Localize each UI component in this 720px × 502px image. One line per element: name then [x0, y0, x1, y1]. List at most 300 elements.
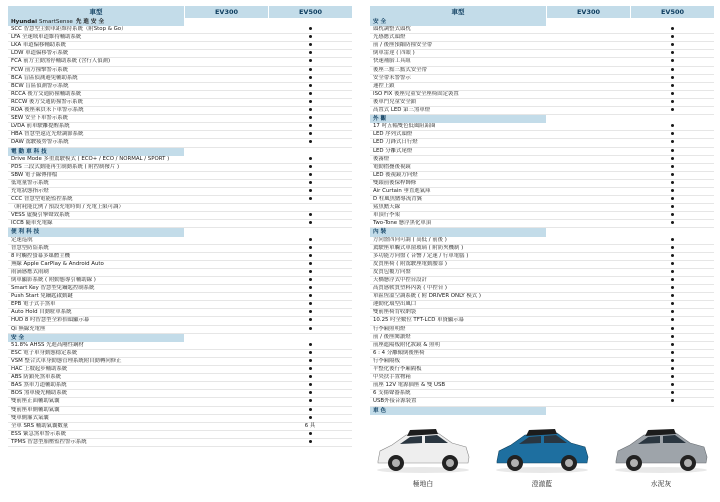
ev300-value	[184, 164, 268, 171]
feature-label: 低電量警示系統	[11, 179, 49, 186]
ev300-value	[546, 334, 630, 341]
ev500-value	[630, 148, 714, 155]
table-row	[8, 237, 352, 245]
ev300-value	[546, 253, 630, 260]
ev300-value	[546, 317, 630, 324]
feature-label: 前 / 後座預縮防撞安全帶	[373, 42, 433, 49]
section-header	[8, 18, 352, 26]
ev500-value	[630, 58, 714, 65]
table-row	[8, 390, 352, 398]
ev500-value	[268, 204, 352, 211]
header-model-label: 車型	[89, 8, 103, 16]
standard-dot-icon	[671, 108, 674, 111]
ev500-value	[268, 50, 352, 57]
standard-dot-icon	[309, 383, 312, 386]
table-row	[370, 123, 714, 131]
table-row	[370, 42, 714, 50]
feature-label: 前座 12V 電源插座 & 雙 USB	[373, 382, 446, 389]
section-header-blank	[546, 18, 714, 26]
spec-table-right	[370, 6, 714, 415]
standard-dot-icon	[671, 221, 674, 224]
ev500-value	[630, 50, 714, 57]
table-row	[8, 350, 352, 358]
feature-label: BCW 盲區偵測警示系統	[11, 82, 69, 89]
ev300-value	[546, 237, 630, 244]
ev300-value	[546, 83, 630, 90]
feature-label: SCC 智慧型主動車距維持系統（附Stop & Go）	[11, 26, 127, 33]
ev500-value	[268, 326, 352, 333]
ev300-value	[184, 123, 268, 130]
table-row	[370, 293, 714, 301]
ev500-value	[268, 431, 352, 438]
ev500-value	[268, 58, 352, 65]
ev500-value: 6 具	[304, 422, 316, 429]
table-row	[370, 285, 714, 293]
ev500-value	[630, 139, 714, 146]
feature-label: LFA 全速域車道維持輔助系統	[11, 34, 82, 41]
ev500-value	[630, 67, 714, 74]
table-row	[370, 342, 714, 350]
ev500-value	[630, 398, 714, 405]
standard-dot-icon	[671, 359, 674, 362]
ev300-value	[184, 342, 268, 349]
table-row	[8, 285, 352, 293]
feature-label: 充電狀態指示燈	[11, 187, 49, 194]
ev300-value	[184, 407, 268, 414]
section-title-text: 先 進 安 全	[75, 19, 105, 25]
ev500-value	[630, 269, 714, 276]
ev500-value	[630, 237, 714, 244]
standard-dot-icon	[671, 181, 674, 184]
table-row	[8, 439, 352, 447]
feature-label: 後霧燈	[373, 155, 390, 162]
ev300-value	[546, 212, 630, 219]
section-header	[8, 228, 352, 236]
table-row	[370, 253, 714, 261]
feature-label: 速控上鎖	[373, 82, 395, 89]
table-row	[370, 374, 714, 382]
ev300-value	[546, 301, 630, 308]
standard-dot-icon	[309, 59, 312, 62]
section-header-blank	[184, 334, 352, 342]
table-row	[8, 196, 352, 204]
feature-label: BAS 煞車力道輔助系統	[11, 382, 67, 389]
car-image	[370, 423, 476, 475]
table-row	[370, 358, 714, 366]
ev500-value	[268, 123, 352, 130]
standard-dot-icon	[671, 132, 674, 135]
ev300-value	[184, 91, 268, 98]
table-row	[8, 342, 352, 350]
ev300-value	[546, 390, 630, 397]
feature-label: 倒車顯影系統 ( 附動態導引輔助線 )	[11, 277, 96, 283]
standard-dot-icon	[309, 157, 312, 160]
ev300-value	[546, 293, 630, 300]
feature-label: FCA 前方主動煞停輔助系統 (含行人偵測)	[11, 58, 111, 65]
ev300-value	[184, 83, 268, 90]
standard-dot-icon	[309, 108, 312, 111]
feature-label: 皮質包覆方向盤	[373, 268, 411, 275]
section-title: 內 裝	[373, 229, 387, 236]
ev300-value	[546, 26, 630, 33]
ev500-value	[268, 83, 352, 90]
ev500-value	[630, 301, 714, 308]
ev300-value	[184, 293, 268, 300]
table-row	[8, 58, 352, 66]
table-row	[370, 277, 714, 285]
feature-label: 光感應式頭燈	[373, 34, 406, 41]
feature-label: LDW 車道偏移警示系統	[11, 50, 69, 57]
feature-label: 高質感軟質塑料內裝 ( 中控台 )	[373, 285, 448, 292]
standard-dot-icon	[309, 116, 312, 119]
feature-label: SEW 安全下車警示系統	[11, 115, 68, 122]
ev500-value	[268, 415, 352, 422]
table-row	[370, 83, 714, 91]
table-row	[8, 91, 352, 99]
ev500-value	[268, 212, 352, 219]
ev300-value	[546, 164, 630, 171]
ev500-value	[268, 115, 352, 122]
table-row	[8, 123, 352, 131]
table-row	[370, 131, 714, 139]
ev300-value	[184, 131, 268, 138]
ev300-value	[184, 75, 268, 82]
standard-dot-icon	[671, 294, 674, 297]
standard-dot-icon	[309, 294, 312, 297]
feature-label: 單區恆溫空調系統 ( 附 DRIVER ONLY 模式 )	[373, 293, 481, 300]
table-row	[370, 99, 714, 107]
table-row	[8, 42, 352, 50]
standard-dot-icon	[671, 399, 674, 402]
standard-dot-icon	[309, 359, 312, 362]
feature-label: HAC 上坡起步輔助系統	[11, 366, 68, 373]
color-option	[370, 423, 476, 495]
feature-label: BOS 煞車優先輔助系統	[11, 390, 68, 397]
ev300-value	[184, 366, 268, 373]
ev500-value	[268, 342, 352, 349]
standard-dot-icon	[671, 286, 674, 289]
table-row	[8, 407, 352, 415]
feature-label: DAW 駕駛疲勞警示系統	[11, 139, 69, 146]
ev500-value	[630, 342, 714, 349]
table-row	[370, 148, 714, 156]
ev300-value	[546, 34, 630, 41]
ev300-value	[546, 172, 630, 179]
standard-dot-icon	[671, 327, 674, 330]
table-row	[370, 245, 714, 253]
ev500-value	[630, 334, 714, 341]
standard-dot-icon	[671, 140, 674, 143]
ev500-value	[268, 277, 352, 284]
feature-label: 高置式 LED 第三煞車燈	[373, 107, 431, 114]
table-row	[370, 382, 714, 390]
color-name: 極地白	[412, 480, 434, 488]
ev300-value	[546, 366, 630, 373]
standard-dot-icon	[309, 391, 312, 394]
standard-dot-icon	[671, 100, 674, 103]
feature-label: LED 分離式尾燈	[373, 147, 413, 154]
feature-label: （附耗能比例 / 預設充電時間 / 充電上限可調）	[11, 204, 124, 211]
standard-dot-icon	[309, 343, 312, 346]
color-option	[489, 423, 595, 495]
feature-label: 電動摺疊後視鏡	[373, 163, 411, 170]
feature-label: 前座遮陽板附化妝鏡 & 照明	[373, 341, 440, 348]
standard-dot-icon	[309, 43, 312, 46]
table-row	[8, 317, 352, 325]
ev500-value	[630, 309, 714, 316]
ev300-value	[546, 220, 630, 227]
ev500-value	[268, 91, 352, 98]
standard-dot-icon	[671, 246, 674, 249]
feature-label: 後座三點三點式安全帶	[373, 66, 427, 73]
standard-dot-icon	[309, 327, 312, 330]
standard-dot-icon	[309, 173, 312, 176]
feature-label: ESS 緊急煞車警示系統	[11, 430, 67, 437]
table-row	[8, 172, 352, 180]
table-row	[370, 350, 714, 358]
ev300-value	[184, 99, 268, 106]
ev300-value	[184, 180, 268, 187]
standard-dot-icon	[309, 254, 312, 257]
ev300-value	[184, 398, 268, 405]
standard-dot-icon	[309, 132, 312, 135]
feature-label: 8 吋觸控螢幕多媒體主機	[11, 252, 71, 259]
table-row	[8, 366, 352, 374]
ev300-value	[184, 245, 268, 252]
ev500-value	[268, 350, 352, 357]
standard-dot-icon	[671, 173, 674, 176]
ev300-value	[184, 374, 268, 381]
standard-dot-icon	[309, 310, 312, 313]
standard-dot-icon	[671, 59, 674, 62]
ev500-value	[630, 196, 714, 203]
feature-label: Smart Key 智慧型免鑰匙控制系統	[11, 285, 95, 292]
feature-label: EPB 電子式手煞車	[11, 301, 56, 308]
ev300-value	[546, 285, 630, 292]
table-row	[370, 317, 714, 325]
standard-dot-icon	[309, 165, 312, 168]
table-row	[370, 26, 714, 34]
table-row	[370, 220, 714, 228]
table-row	[8, 245, 352, 253]
table-row	[370, 188, 714, 196]
ev500-value	[630, 99, 714, 106]
standard-dot-icon	[309, 51, 312, 54]
ev300-value	[546, 261, 630, 268]
feature-label: BCA 盲區偵測避免輔助系統	[11, 74, 78, 81]
standard-dot-icon	[309, 197, 312, 200]
feature-label: RCCA 後方交通防撞輔助系統	[11, 90, 82, 97]
section-header	[370, 18, 714, 26]
ev300-value	[184, 301, 268, 308]
ev500-value	[630, 83, 714, 90]
standard-dot-icon	[671, 51, 674, 54]
ev500-value	[630, 75, 714, 82]
table-row	[8, 293, 352, 301]
ev500-value	[268, 26, 352, 33]
spec-table-left	[8, 6, 352, 447]
table-row	[370, 366, 714, 374]
table-row	[8, 204, 352, 212]
ev500-value	[268, 374, 352, 381]
feature-label: 51.8% AHSS 先進高剛性鋼材	[11, 341, 84, 348]
section-header	[370, 407, 714, 415]
ev300-value	[184, 188, 268, 195]
ev300-value	[184, 107, 268, 114]
table-row	[8, 180, 352, 188]
ev500-value	[630, 164, 714, 171]
ev300-value	[546, 358, 630, 365]
ev500-value	[630, 172, 714, 179]
feature-label: 17 吋五輻雙色低風阻鋁圈	[373, 123, 436, 130]
standard-dot-icon	[671, 76, 674, 79]
ev500-value	[268, 237, 352, 244]
feature-label: 雙銀前後保桿飾條	[373, 179, 417, 186]
table-header-left	[8, 6, 352, 18]
standard-dot-icon	[309, 27, 312, 30]
table-row	[8, 188, 352, 196]
table-row	[8, 415, 352, 423]
table-row	[8, 277, 352, 285]
ev500-value	[630, 382, 714, 389]
ev500-value	[268, 172, 352, 179]
ev500-value	[630, 390, 714, 397]
ev300-value	[184, 50, 268, 57]
feature-label: 雨滴感應式雨刷	[11, 268, 49, 275]
ev500-value	[268, 407, 352, 414]
feature-label: Air Curtain 垂直進氣庫	[373, 187, 431, 194]
section-title: 安 全	[373, 19, 387, 25]
feature-label: LED 後視鏡方向燈	[373, 171, 418, 178]
section-header-blank	[546, 115, 714, 123]
feature-label: Drive Mode 多重駕駛模式 ( ECO+ / ECO / NORMAL / SPORT )	[11, 155, 170, 162]
ev300-value	[546, 123, 630, 130]
feature-label: 平整化後行李廂隔板	[373, 366, 422, 373]
ev300-value	[184, 156, 268, 163]
table-row	[370, 269, 714, 277]
table-row	[370, 204, 714, 212]
table-row	[370, 91, 714, 99]
ev300-value	[184, 269, 268, 276]
section-header-blank	[184, 228, 352, 236]
feature-label: 運動化環型出風口	[373, 301, 417, 308]
ev500-value	[268, 309, 352, 316]
standard-dot-icon	[309, 286, 312, 289]
ev500-value	[268, 366, 352, 373]
table-row	[370, 326, 714, 334]
color-name: 澄澈藍	[531, 480, 553, 488]
ev300-value	[184, 350, 268, 357]
ev300-value	[184, 34, 268, 41]
table-row	[8, 220, 352, 228]
feature-label: USB外接音源裝置	[373, 398, 417, 405]
table-row	[370, 334, 714, 342]
feature-label: 無線 Apple CarPlay & Android Auto	[11, 260, 104, 267]
table-row	[8, 107, 352, 115]
standard-dot-icon	[309, 181, 312, 184]
ev500-value	[268, 398, 352, 405]
header-ev300: EV300	[546, 6, 630, 18]
table-row	[370, 67, 714, 75]
ev300-value	[546, 309, 630, 316]
feature-label: 頭枕調整式頭枕	[373, 26, 411, 33]
ev300-value	[184, 326, 268, 333]
ev500-value	[630, 123, 714, 130]
ev500-value	[268, 269, 352, 276]
ev500-value	[268, 164, 352, 171]
ev300-value	[546, 326, 630, 333]
ev300-value	[546, 196, 630, 203]
standard-dot-icon	[309, 262, 312, 265]
standard-dot-icon	[309, 35, 312, 38]
standard-dot-icon	[309, 213, 312, 216]
table-row	[8, 115, 352, 123]
standard-dot-icon	[671, 149, 674, 152]
table-row	[370, 172, 714, 180]
table-row	[8, 261, 352, 269]
feature-label: 6 : 4 分離傾倒後座椅	[373, 349, 425, 356]
ev300-value	[184, 415, 268, 422]
section-header-blank	[184, 148, 352, 156]
feature-label: SBW 電子線傳排檔	[11, 171, 58, 178]
section-header	[8, 148, 352, 156]
standard-dot-icon	[309, 351, 312, 354]
table-row	[8, 50, 352, 58]
feature-label: LED 序列式頭燈	[373, 131, 413, 138]
ev300-value	[184, 115, 268, 122]
ev500-value	[630, 220, 714, 227]
table-row	[370, 237, 714, 245]
standard-dot-icon	[309, 278, 312, 281]
ev500-value	[630, 350, 714, 357]
ev300-value	[546, 75, 630, 82]
standard-dot-icon	[671, 391, 674, 394]
feature-label: 後車門兒童安全鎖	[373, 98, 417, 105]
color-options	[370, 423, 714, 495]
table-row	[8, 301, 352, 309]
table-row	[370, 398, 714, 406]
table-row	[8, 34, 352, 42]
ev300-value	[184, 431, 268, 438]
ev500-value	[630, 374, 714, 381]
standard-dot-icon	[309, 100, 312, 103]
ev500-value	[630, 293, 714, 300]
feature-label: 多功能方向盤 ( 音響 / 定速 / 行車電腦 )	[373, 252, 469, 259]
ev300-value	[546, 107, 630, 114]
standard-dot-icon	[309, 76, 312, 79]
feature-label: ROA 後座乘員未下車警示系統	[11, 107, 84, 114]
ev500-value	[630, 91, 714, 98]
feature-label: 雙車側簾式氣囊	[11, 414, 49, 421]
ev300-value	[184, 382, 268, 389]
ev500-value	[630, 366, 714, 373]
feature-label: FCW 前方撞擊警示系統	[11, 66, 69, 73]
section-header-blank	[184, 18, 352, 26]
section-header	[8, 334, 352, 342]
feature-label: 雙前座椅背收納袋	[373, 309, 417, 316]
table-row	[370, 107, 714, 115]
table-row	[370, 180, 714, 188]
ev300-value	[184, 277, 268, 284]
ev500-value	[630, 326, 714, 333]
standard-dot-icon	[671, 238, 674, 241]
ev300-value	[184, 285, 268, 292]
table-row	[370, 301, 714, 309]
standard-dot-icon	[309, 124, 312, 127]
standard-dot-icon	[671, 157, 674, 160]
ev500-value	[268, 75, 352, 82]
standard-dot-icon	[671, 367, 674, 370]
